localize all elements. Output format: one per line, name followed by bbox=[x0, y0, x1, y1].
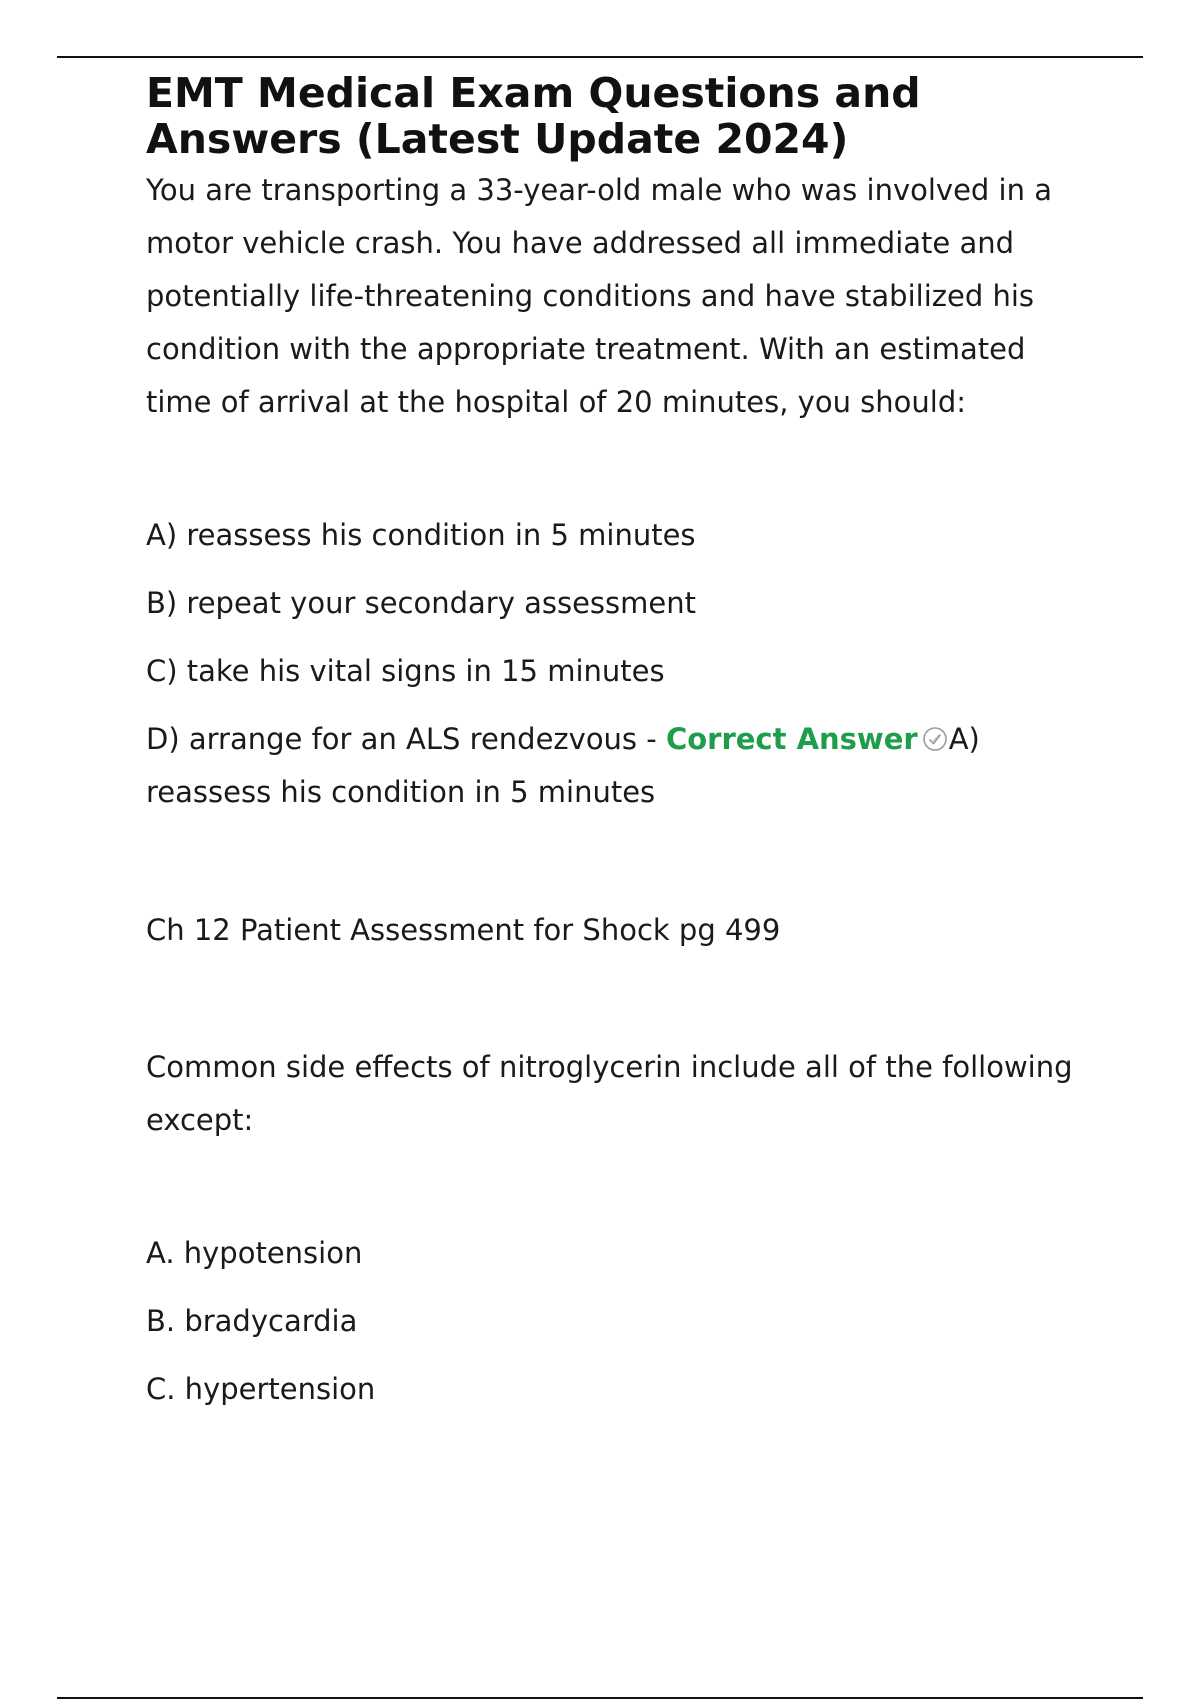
correct-answer-text: A) reassess his condition in 5 minutes bbox=[146, 722, 980, 809]
option-b: B) repeat your secondary assessment bbox=[146, 586, 696, 620]
option-c: C) take his vital signs in 15 minutes bbox=[146, 654, 665, 688]
question-1-text: You are transporting a 33-year-old male who was involved in a motor vehicle crash. You have addressed all immediate and potentially life-threatening conditions and have stabilized his condition with the appropriate treatment. With an estimated time of arrival at the hospital of 20 minutes, you should: bbox=[146, 173, 1052, 419]
option-d: D) arrange for an ALS rendezvous - bbox=[146, 722, 666, 756]
top-rule bbox=[57, 56, 1143, 58]
question-1-options bbox=[146, 509, 1096, 819]
correct-answer-label: Correct Answer bbox=[665, 722, 918, 756]
option-2c: C. hypertension bbox=[146, 1372, 376, 1406]
check-circle-icon bbox=[922, 716, 948, 742]
option-a: A) reassess his condition in 5 minutes bbox=[146, 518, 696, 552]
option-2b: B. bradycardia bbox=[146, 1304, 358, 1338]
question-2-options bbox=[146, 1227, 1096, 1416]
document-body bbox=[146, 70, 1096, 1416]
page-title: EMT Medical Exam Questions and Answers (Latest Update 2024) bbox=[146, 69, 921, 163]
bottom-rule bbox=[57, 1697, 1143, 1699]
question-2-text: Common side effects of nitroglycerin include all of the following except: bbox=[146, 1050, 1073, 1137]
option-2a: A. hypotension bbox=[146, 1236, 363, 1270]
chapter-reference: Ch 12 Patient Assessment for Shock pg 499 bbox=[146, 913, 781, 947]
option-d-with-answer bbox=[146, 713, 1096, 819]
